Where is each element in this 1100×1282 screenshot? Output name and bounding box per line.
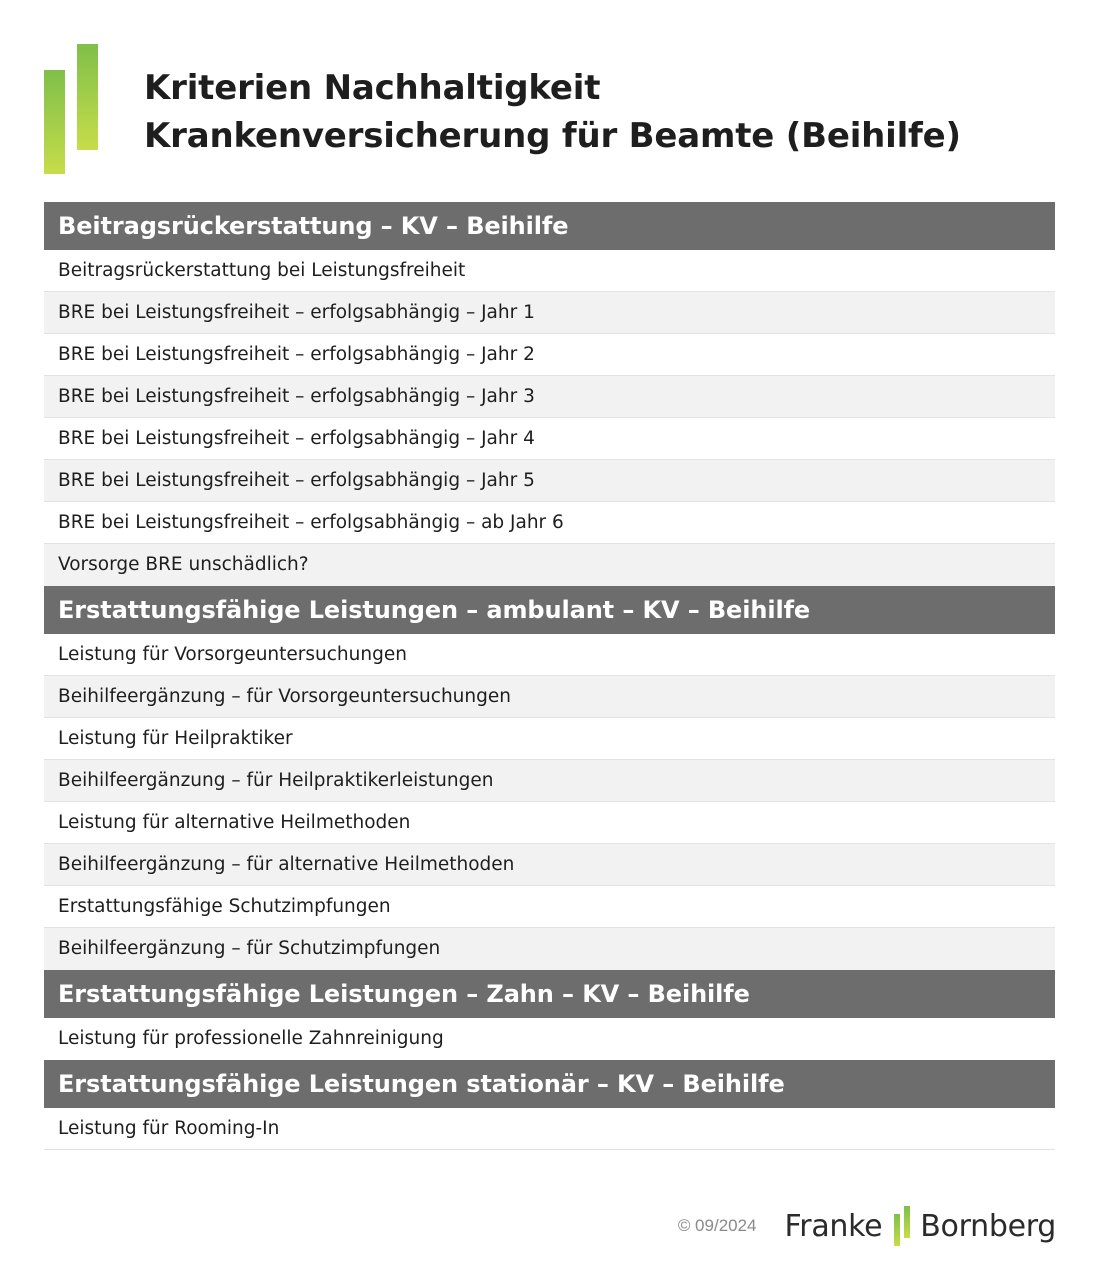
section-header: Erstattungsfähige Leistungen – ambulant – KV – Beihilfe <box>44 586 1055 634</box>
section-ambulant <box>44 586 1055 970</box>
section-header: Erstattungsfähige Leistungen stationär – KV – Beihilfe <box>44 1060 1055 1108</box>
table-row: Beihilfeergänzung – für alternative Heilmethoden <box>44 844 1055 886</box>
table-row: BRE bei Leistungsfreiheit – erfolgsabhängig – Jahr 3 <box>44 376 1055 418</box>
table-row: Leistung für Vorsorgeuntersuchungen <box>44 634 1055 676</box>
section-header: Erstattungsfähige Leistungen – Zahn – KV – Beihilfe <box>44 970 1055 1018</box>
table-row: Leistung für alternative Heilmethoden <box>44 802 1055 844</box>
table-row: BRE bei Leistungsfreiheit – erfolgsabhängig – Jahr 4 <box>44 418 1055 460</box>
page-title-line-2: Krankenversicherung für Beamte (Beihilfe) <box>144 116 961 156</box>
franke-bornberg-logo-icon <box>44 44 98 174</box>
brand-logo <box>785 1206 1056 1246</box>
section-stationaer <box>44 1060 1055 1150</box>
brand-mark-icon <box>894 1206 910 1246</box>
table-row: BRE bei Leistungsfreiheit – erfolgsabhängig – ab Jahr 6 <box>44 502 1055 544</box>
table-row: Beihilfeergänzung – für Schutzimpfungen <box>44 928 1055 970</box>
table-row: Beihilfeergänzung – für Heilpraktikerleistungen <box>44 760 1055 802</box>
page-title <box>144 64 961 160</box>
table-row: BRE bei Leistungsfreiheit – erfolgsabhängig – Jahr 5 <box>44 460 1055 502</box>
footer <box>678 1204 1056 1248</box>
page-title-line-1: Kriterien Nachhaltigkeit <box>144 68 601 108</box>
brand-name-left: Franke <box>784 1208 883 1244</box>
table-row: Leistung für Rooming-In <box>44 1108 1055 1150</box>
table-row: Beitragsrückerstattung bei Leistungsfreiheit <box>44 250 1055 292</box>
table-row: BRE bei Leistungsfreiheit – erfolgsabhängig – Jahr 2 <box>44 334 1055 376</box>
table-row: Vorsorge BRE unschädlich? <box>44 544 1055 586</box>
table-row: Beihilfeergänzung – für Vorsorgeuntersuchungen <box>44 676 1055 718</box>
table-row: Leistung für professionelle Zahnreinigung <box>58 1028 444 1049</box>
table-row: Erstattungsfähige Schutzimpfungen <box>44 886 1055 928</box>
criteria-table <box>44 202 1055 1150</box>
section-header: Beitragsrückerstattung – KV – Beihilfe <box>44 202 1055 250</box>
copyright-text: © 09/2024 <box>677 1216 757 1235</box>
section-zahn <box>44 970 1055 1060</box>
table-row: Leistung für Heilpraktiker <box>44 718 1055 760</box>
table-row: BRE bei Leistungsfreiheit – erfolgsabhängig – Jahr 1 <box>44 292 1055 334</box>
section-beitragsrueckerstattung <box>44 202 1055 586</box>
brand-name-right: Bornberg <box>920 1208 1056 1244</box>
